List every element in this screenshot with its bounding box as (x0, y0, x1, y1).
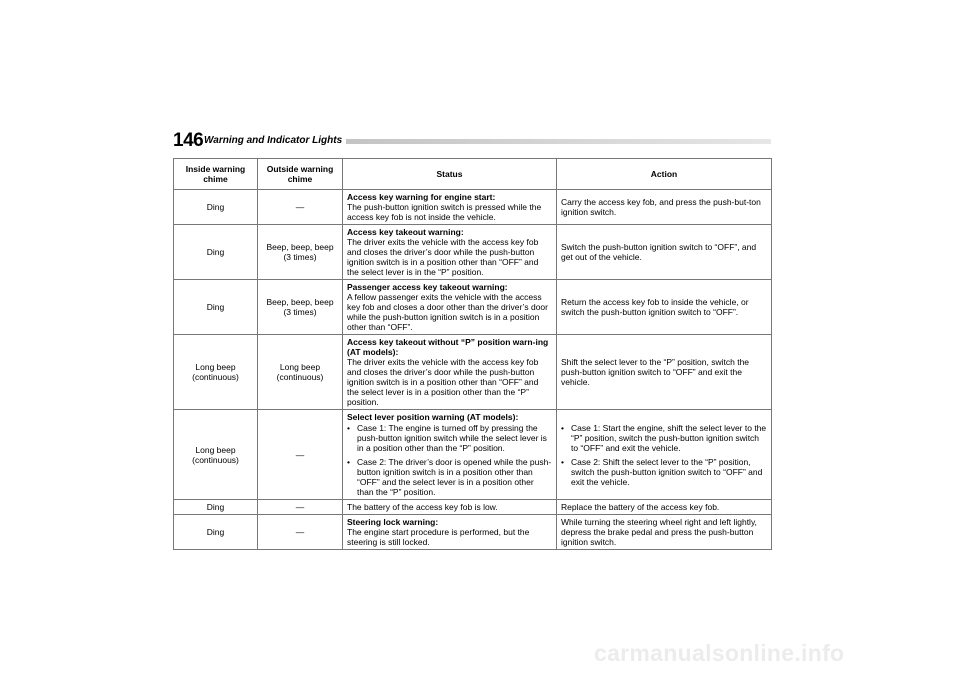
status-title: Passenger access key takeout warning: (347, 282, 508, 292)
watermark: carmanualsonline.info (594, 640, 845, 666)
inside-chime-cell: Ding (174, 500, 258, 515)
status-title: Steering lock warning: (347, 517, 439, 527)
status-cell (343, 500, 557, 515)
status-bullet: • Case 1: The engine is turned off by pressing the push-button ignition switch while the select lever is in a position other than the “P” position. (347, 423, 552, 453)
status-title: Access key warning for engine start: (347, 192, 496, 202)
inside-chime-cell: Ding (174, 515, 258, 550)
status-text: The push-button ignition switch is pressed while the access key fob is not inside the vehicle. (347, 202, 542, 222)
warning-chime-table (173, 158, 772, 550)
status-text: A fellow passenger exits the vehicle with the access key fob and closes a door other than the driver’s door while the push-button ignition switch is in a position other than “OFF”. (347, 292, 548, 332)
action-cell (557, 410, 772, 500)
status-bullet: • Case 2: The driver’s door is opened while the push-button ignition switch is in a position other than “OFF” and the select lever is in a position other than the “P” position. (347, 457, 552, 497)
outside-chime-cell: Beep, beep, beep (3 times) (258, 280, 343, 335)
page-number: 146 (173, 130, 204, 151)
inside-chime-cell: Ding (174, 280, 258, 335)
status-cell (343, 225, 557, 280)
status-text: The battery of the access key fob is low. (347, 502, 498, 512)
action-bullet-list (561, 423, 767, 487)
inside-chime-cell: Ding (174, 225, 258, 280)
action-cell: Return the access key fob to inside the vehicle, or switch the push-button ignition switch to “OFF”. (557, 280, 772, 335)
outside-chime-cell: Beep, beep, beep (3 times) (258, 225, 343, 280)
table-row (174, 500, 772, 515)
inside-chime-cell: Long beep (continuous) (174, 410, 258, 500)
outside-chime-cell: — (258, 410, 343, 500)
status-title: Access key takeout without “P” position warn-ing (AT models): (347, 337, 549, 357)
status-cell (343, 515, 557, 550)
outside-chime-cell: — (258, 515, 343, 550)
status-cell (343, 190, 557, 225)
table-row (174, 190, 772, 225)
status-cell (343, 335, 557, 410)
action-cell: Switch the push-button ignition switch to “OFF”, and get out of the vehicle. (557, 225, 772, 280)
table-row (174, 225, 772, 280)
status-title: Select lever position warning (AT models): (347, 412, 519, 422)
action-cell: Carry the access key fob, and press the push-but-ton ignition switch. (557, 190, 772, 225)
action-cell: Shift the select lever to the “P” position, switch the push-button ignition switch to “OFF” and exit the vehicle. (557, 335, 772, 410)
table-header-row (174, 159, 772, 190)
column-header-inside: Inside warning chime (174, 159, 258, 190)
outside-chime-cell: — (258, 500, 343, 515)
page-header (173, 130, 771, 152)
column-header-outside: Outside warning chime (258, 159, 343, 190)
action-bullet: • Case 1: Start the engine, shift the select lever to the “P” position, switch the push-button ignition switch to “OFF” and exit the vehicle. (561, 423, 767, 453)
table-row (174, 335, 772, 410)
column-header-status: Status (343, 159, 557, 190)
table-row (174, 515, 772, 550)
inside-chime-cell: Ding (174, 190, 258, 225)
status-cell (343, 280, 557, 335)
status-text: The driver exits the vehicle with the access key fob and closes the driver’s door while the push-button ignition switch is in a position other than “OFF” and the select lever is in the “P” position. (347, 237, 539, 277)
status-cell (343, 410, 557, 500)
status-text: The engine start procedure is performed, but the steering is still locked. (347, 527, 530, 547)
status-text: The driver exits the vehicle with the access key fob and closes the driver’s door while the push-button ignition switch is in a position other than “OFF” and the select lever is in a position other than the “P” position. (347, 357, 539, 407)
outside-chime-cell: — (258, 190, 343, 225)
table-row (174, 280, 772, 335)
status-title: Access key takeout warning: (347, 227, 464, 237)
inside-chime-cell: Long beep (continuous) (174, 335, 258, 410)
column-header-action: Action (557, 159, 772, 190)
section-title: Warning and Indicator Lights (204, 135, 346, 147)
action-bullet: • Case 2: Shift the select lever to the “P” position, switch the push-button ignition switch to “OFF” and exit the vehicle. (561, 457, 767, 487)
action-cell: While turning the steering wheel right and left lightly, depress the brake pedal and press the push-button ignition switch. (557, 515, 772, 550)
status-bullet-list (347, 423, 552, 497)
action-cell: Replace the battery of the access key fob. (557, 500, 772, 515)
outside-chime-cell: Long beep (continuous) (258, 335, 343, 410)
table-row (174, 410, 772, 500)
